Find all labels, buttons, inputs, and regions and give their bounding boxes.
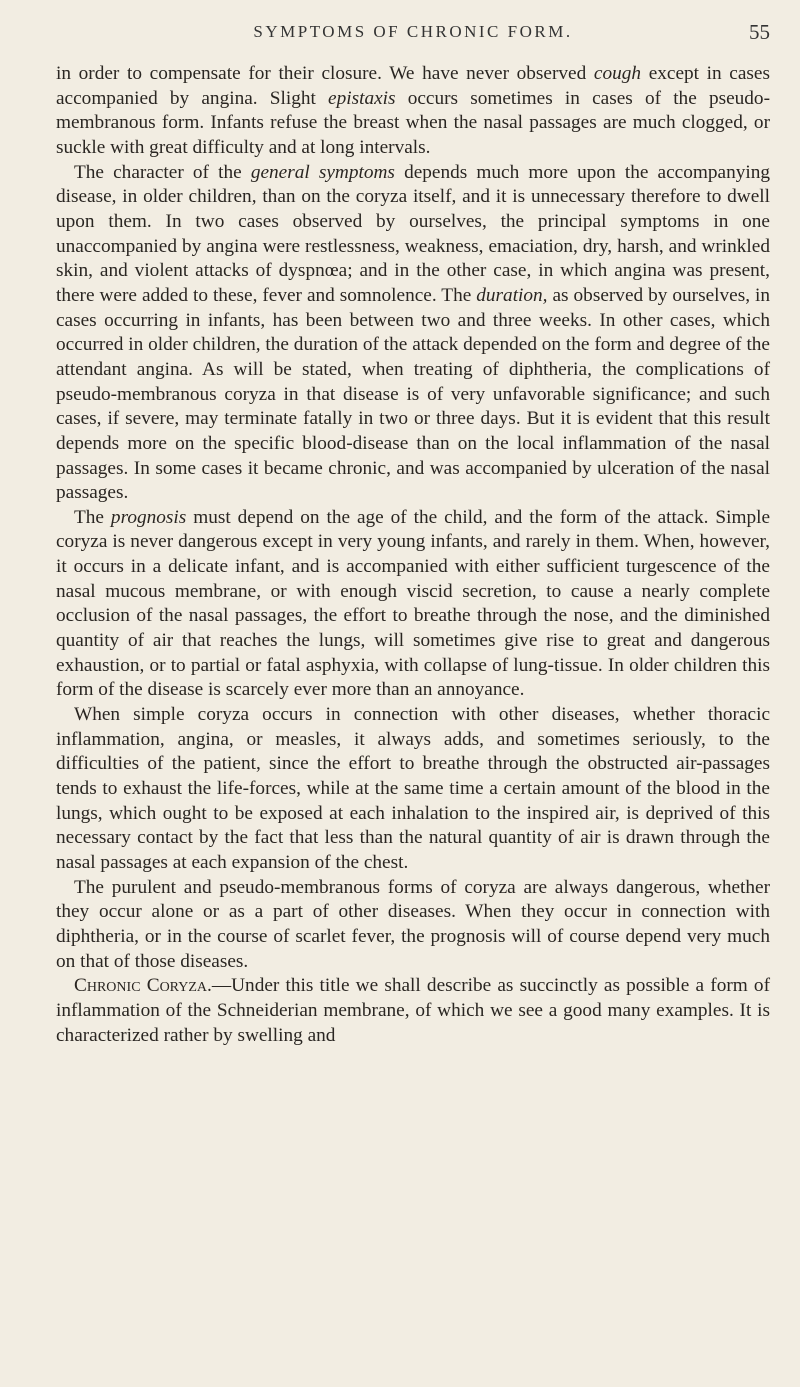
paragraph-chronic-coryza xyxy=(56,974,770,1048)
text-run: depends much more upon the accompanying disease, in older children, than on the coryza itself, and it is unnecessary therefore to dwell upon them. In two cases observed by ourselves, the principal symptoms in one unaccompanied by angina were restlessness, weakness, emaciation, dry, harsh, and wrinkled skin, and violent attacks of dyspnœa; and in the other case, in which angina was present, there were added to these, fever and somnolence. The xyxy=(56,161,770,306)
text-run: must depend on the age of the child, and the form of the attack. Simple coryza is never dangerous except in very young infants, and rarely in them. When, however, it occurs in a delicate infant, and is accompanied with either sufficient turgescence of the nasal mucous membrane, or with enough viscid secretion, to cause a nearly complete occlusion of the nasal passages, the effort to breathe through the nose, and the diminished quantity of air that reaches the lungs, will sometimes give rise to great and dangerous exhaustion, or to partial or fatal asphyxia, with collapse of lung-tissue. In older children this form of the disease is scarcely ever more than an annoyance. xyxy=(56,506,771,701)
text-run: The character of the xyxy=(74,161,251,183)
text-run: except in cases accompanied by angina. Slight xyxy=(56,63,770,109)
italic-term: general symptoms xyxy=(250,161,395,183)
italic-term: epistaxis xyxy=(328,87,396,109)
page-number: 55 xyxy=(749,20,770,44)
text-run: The purulent and pseudo-membranous forms of coryza are always dangerous, whether they occur alone or as a part of other diseases. When they occur in connection with diphtheria, or in the course of scarlet fever, the prognosis will of course depend very much on that of those diseases. xyxy=(56,876,770,972)
body-text xyxy=(56,62,770,1048)
text-run: —Under this title we shall describe as succinctly as possible a form of inflammation of the Schneiderian membrane, of which we see a good many examples. It is characterized rather by swelling and xyxy=(56,975,770,1046)
running-header xyxy=(56,12,770,48)
text-run: in order to compensate for their closure. We have never observed xyxy=(56,63,594,84)
paragraph-general-symptoms xyxy=(56,161,770,506)
italic-term: duration, xyxy=(476,284,548,306)
text-run: The xyxy=(74,506,111,528)
paragraph-prognosis xyxy=(56,506,770,703)
paragraph-purulent-forms xyxy=(56,876,770,975)
text-run: When simple coryza occurs in connection with other diseases, whether thoracic inflammation, angina, or measles, it always adds, and sometimes seriously, to the difficulties of the patient, since the effort to breathe through the obstructed air-passages tends to exhaust the life-forces, while at the same time a certain amount of the blood in the lungs, which ought to be exposed at each inhalation to the inspired air, is deprived of this necessary contact by the fact that less than the natural quantity of air is drawn through the nasal passages at each expansion of the chest. xyxy=(56,704,770,873)
section-heading: Chronic Coryza. xyxy=(74,975,212,997)
paragraph xyxy=(56,62,770,161)
italic-term: prognosis xyxy=(110,506,187,528)
running-title: SYMPTOMS OF CHRONIC FORM. xyxy=(253,22,573,41)
italic-term: cough xyxy=(593,63,642,84)
text-run: occurs sometimes in cases of the pseudo-membranous form. Infants refuse the breast when the nasal passages are much clogged, or suckle with great difficulty and at long intervals. xyxy=(56,87,770,158)
paragraph-connection-diseases xyxy=(56,703,770,876)
text-run: as observed by ourselves, in cases occurring in infants, has been between two and three weeks. In other cases, which occurred in older children, the duration of the attack depended on the form and degree of the attendant angina. As will be stated, when treating of diphtheria, the complications of pseudo-membranous coryza in that disease is of very unfavorable significance; and such cases, if severe, may terminate fatally in two or three days. But it is evident that this result depends more on the specific blood-disease than on the local inflammation of the nasal passages. In some cases it became chronic, and was accompanied by ulceration of the nasal passages. xyxy=(56,284,770,504)
